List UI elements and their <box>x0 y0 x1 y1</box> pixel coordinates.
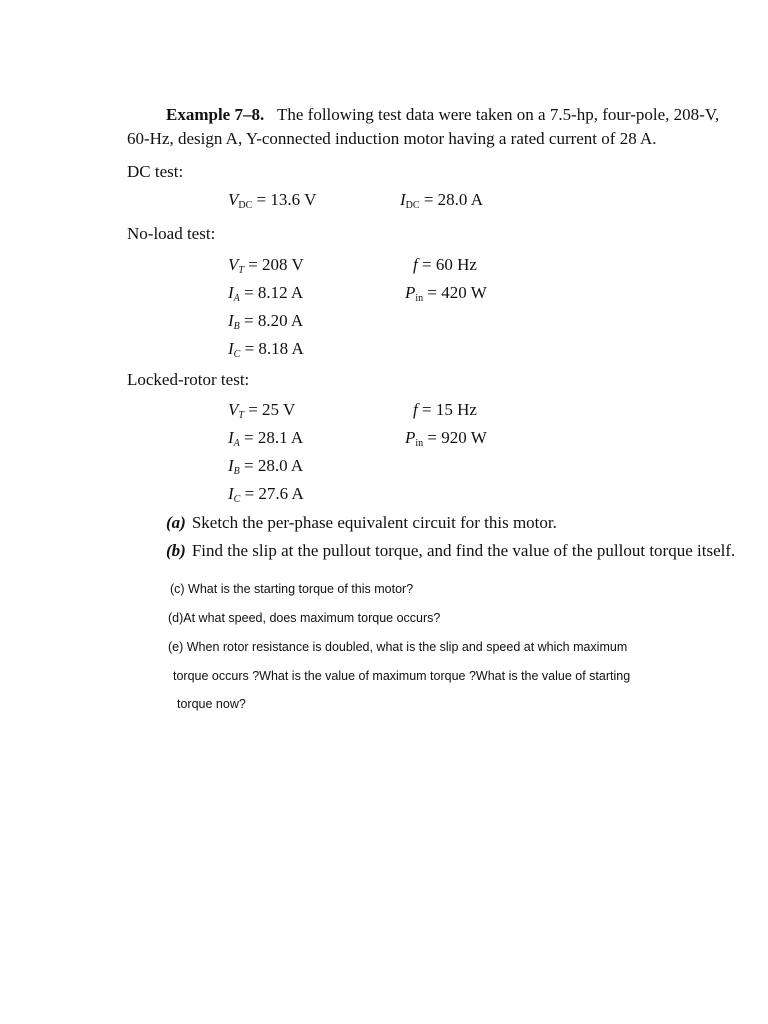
nl-ic-subscript: C <box>233 349 241 360</box>
lr-ic-subscript: C <box>233 494 241 505</box>
lr-vt-subscript: T <box>238 410 244 421</box>
question-a-text: Sketch the per-phase equivalent circuit for this motor. <box>191 513 557 532</box>
nl-vt-value: = 208 V <box>248 255 304 274</box>
question-e-line-3: torque now? <box>177 697 246 711</box>
idc-equation <box>400 190 483 211</box>
idc-symbol: I <box>400 190 406 209</box>
lr-pin-equation <box>405 428 487 449</box>
lr-ib-value: = 28.0 A <box>244 456 304 475</box>
lr-f-symbol: f <box>413 400 418 419</box>
nl-pin-symbol: P <box>405 283 416 302</box>
lr-vt-symbol: V <box>228 400 239 419</box>
lr-f-equation <box>413 400 477 420</box>
question-a <box>166 513 557 533</box>
nl-ic-symbol: I <box>228 339 234 358</box>
lr-ia-equation <box>228 428 303 449</box>
question-d: (d)At what speed, does maximum torque occurs? <box>168 611 441 625</box>
vdc-value: = 13.6 V <box>256 190 317 209</box>
example-line-1 <box>166 105 719 125</box>
nl-f-equation <box>413 255 477 275</box>
nl-ib-subscript: B <box>233 321 240 332</box>
lr-ib-equation <box>228 456 303 477</box>
lr-vt-value: = 25 V <box>248 400 296 419</box>
nl-ia-equation <box>228 283 303 304</box>
question-b-text: Find the slip at the pullout torque, and find the value of the pullout torque itself. <box>191 541 736 560</box>
nl-ia-symbol: I <box>228 283 234 302</box>
dc-test-label: DC test: <box>127 162 184 181</box>
example-heading: Example 7–8. <box>166 105 265 124</box>
nl-ia-subscript: A <box>233 293 240 304</box>
lr-vt-equation <box>228 400 295 421</box>
locked-rotor-test-label: Locked-rotor test: <box>127 370 250 389</box>
lr-ic-equation <box>228 484 304 505</box>
example-line-2: 60-Hz, design A, Y-connected induction motor having a rated current of 28 A. <box>127 129 657 148</box>
lr-ic-symbol: I <box>228 484 234 503</box>
lr-f-value: = 15 Hz <box>421 400 477 419</box>
no-load-test-label: No-load test: <box>127 224 216 243</box>
nl-vt-subscript: T <box>238 265 244 276</box>
vdc-equation <box>228 190 316 211</box>
lr-ia-subscript: A <box>233 438 240 449</box>
nl-ic-value: = 8.18 A <box>244 339 304 358</box>
lr-pin-value: = 920 W <box>427 428 487 447</box>
idc-value: = 28.0 A <box>423 190 484 209</box>
question-a-label: (a) <box>166 513 186 532</box>
lr-pin-symbol: P <box>405 428 416 447</box>
nl-f-symbol: f <box>413 255 418 274</box>
nl-f-value: = 60 Hz <box>421 255 477 274</box>
question-e-line-1: (e) When rotor resistance is doubled, what is the slip and speed at which maximum <box>168 640 628 654</box>
idc-subscript: DC <box>405 200 420 211</box>
vdc-subscript: DC <box>238 200 253 211</box>
question-c: (c) What is the starting torque of this motor? <box>170 582 414 596</box>
question-e-line-2: torque occurs ?What is the value of maximum torque ?What is the value of starting <box>173 669 631 683</box>
nl-ib-equation <box>228 311 303 332</box>
nl-ib-symbol: I <box>228 311 234 330</box>
example-text-1: The following test data were taken on a 7.5-hp, four-pole, 208-V, <box>276 105 720 124</box>
nl-pin-value: = 420 W <box>427 283 487 302</box>
nl-ib-value: = 8.20 A <box>244 311 304 330</box>
nl-ia-value: = 8.12 A <box>244 283 304 302</box>
nl-pin-subscript: in <box>415 293 424 304</box>
nl-vt-equation <box>228 255 304 276</box>
lr-ia-value: = 28.1 A <box>244 428 304 447</box>
lr-ib-subscript: B <box>233 466 240 477</box>
nl-pin-equation <box>405 283 487 304</box>
lr-pin-subscript: in <box>415 438 424 449</box>
lr-ia-symbol: I <box>228 428 234 447</box>
lr-ib-symbol: I <box>228 456 234 475</box>
vdc-symbol: V <box>228 190 239 209</box>
nl-ic-equation <box>228 339 304 360</box>
question-b-label: (b) <box>166 541 186 560</box>
nl-vt-symbol: V <box>228 255 239 274</box>
question-b <box>166 541 735 561</box>
lr-ic-value: = 27.6 A <box>244 484 304 503</box>
